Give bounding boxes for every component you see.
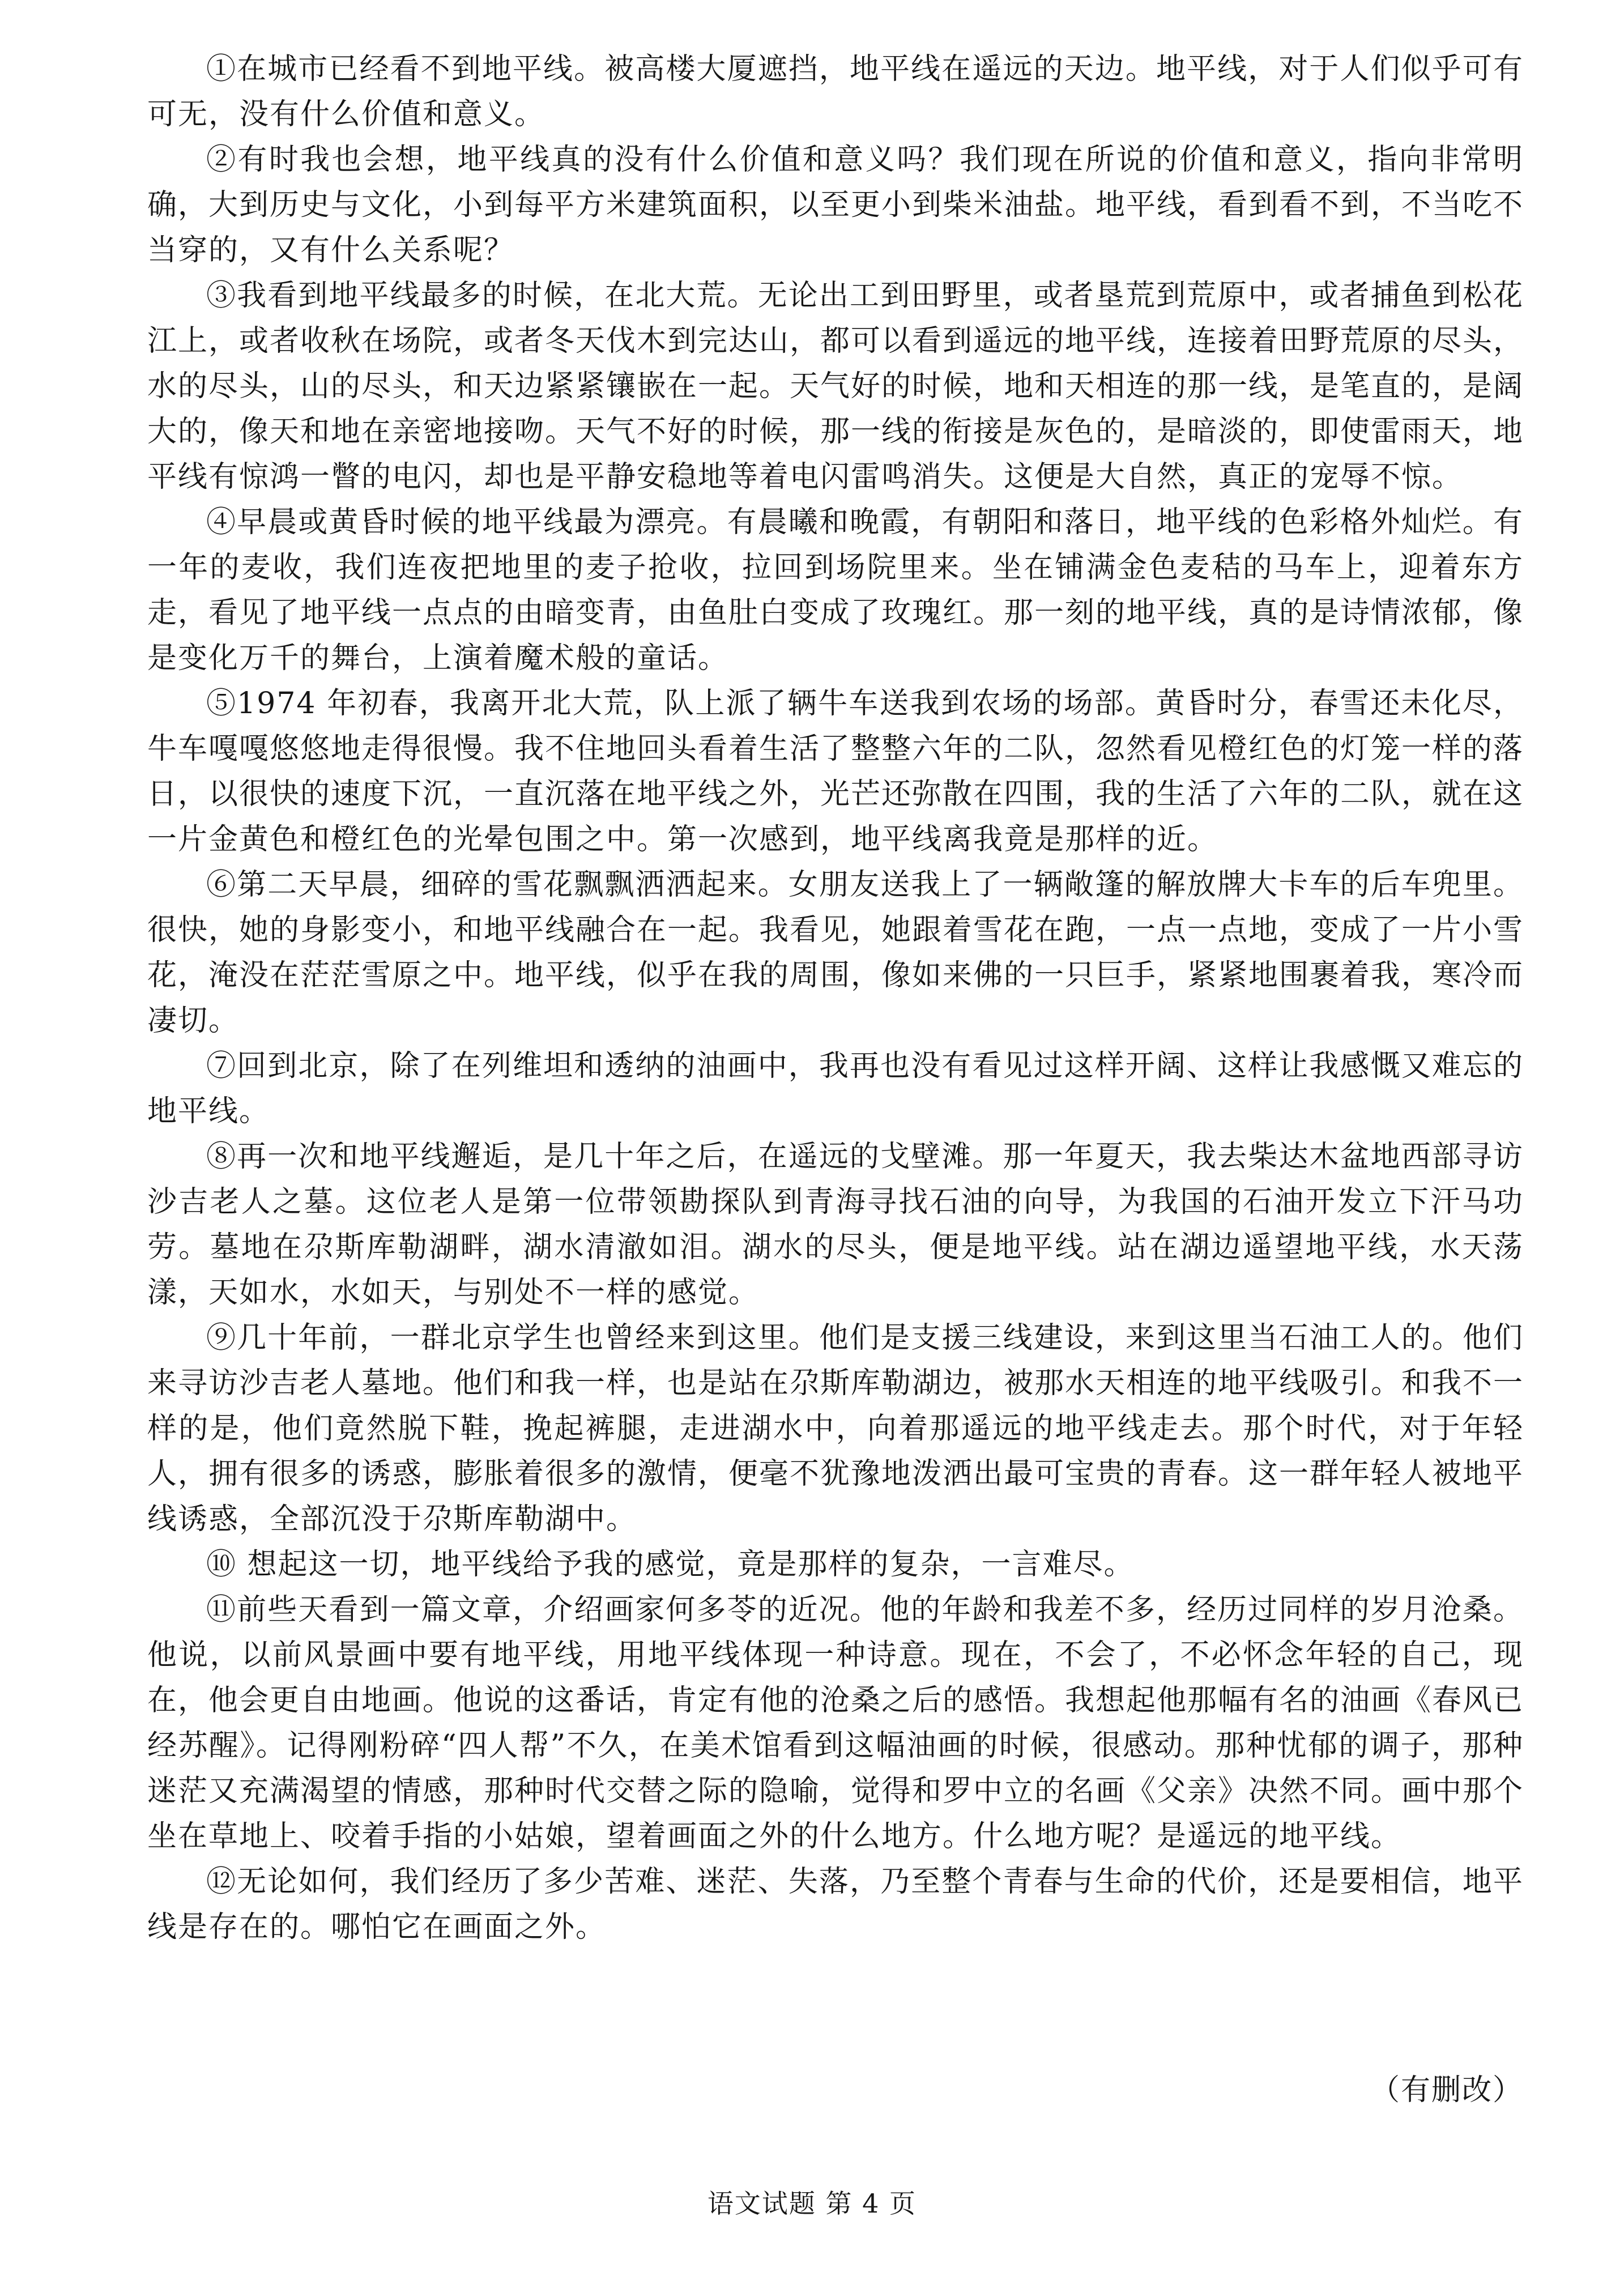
paragraph-4: ④早晨或黄昏时候的地平线最为漂亮。有晨曦和晚霞，有朝阳和落日，地平线的色彩格外灿烂。有一年的麦收，我们连夜把地里的麦子抢收，拉回到场院里来。坐在铺满金色麦秸的马车上，迎着东方走，看见了地平线一点点的由暗变青，由鱼肚白变成了玫瑰红。那一刻的地平线，真的是诗情浓郁，像是变化万千的舞台，上演着魔术般的童话。 <box>147 505 1524 675</box>
paragraph-12: ⑫无论如何，我们经历了多少苦难、迷茫、失落，乃至整个青春与生命的代价，还是要相信，地平线是存在的。哪怕它在画面之外。 <box>147 1865 1524 1944</box>
paragraph-10: ⑩ 想起这一切，地平线给予我的感觉，竟是那样的复杂，一言难尽。 <box>206 1548 1135 1582</box>
paragraph-3: ③我看到地平线最多的时候，在北大荒。无论出工到田野里，或者垦荒到荒原中，或者捕鱼到松花江上，或者收秋在场院，或者冬天伐木到完达山，都可以看到遥远的地平线，连接着田野荒原的尽头，水的尽头，山的尽头，和天边紧紧镶嵌在一起。天气好的时候，地和天相连的那一线，是笔直的，是阔大的，像天和地在亲密地接吻。天气不好的时候，那一线的衔接是灰色的，是暗淡的，即使雷雨天，地平线有惊鸿一瞥的电闪，却也是平静安稳地等着电闪雷鸣消失。这便是大自然，真正的宠辱不惊。 <box>147 279 1524 494</box>
paragraph-2: ②有时我也会想，地平线真的没有什么价值和意义吗？我们现在所说的价值和意义，指向非常明确，大到历史与文化，小到每平方米建筑面积，以至更小到柴米油盐。地平线，看到看不到，不当吃不当穿的，又有什么关系呢？ <box>147 143 1524 267</box>
paragraph-7: ⑦回到北京，除了在列维坦和透纳的油画中，我再也没有看见过这样开阔、这样让我感慨又难忘的地平线。 <box>147 1049 1524 1128</box>
paragraph-1: ①在城市已经看不到地平线。被高楼大厦遮挡，地平线在遥远的天边。地平线，对于人们似乎可有可无，没有什么价值和意义。 <box>147 52 1524 131</box>
paragraph-5: ⑤1974 年初春，我离开北大荒，队上派了辆牛车送我到农场的场部。黄昏时分，春雪还未化尽，牛车嘎嘎悠悠地走得很慢。我不住地回头看着生活了整整六年的二队，忽然看见橙红色的灯笼一样的落日，以很快的速度下沉，一直沉落在地平线之外，光芒还弥散在四围，我的生活了六年的二队，就在这一片金黄色和橙红色的光晕包围之中。第一次感到，地平线离我竟是那样的近。 <box>147 687 1524 856</box>
source-note: （有删改） <box>1370 2073 1523 2107</box>
page-footer: 语文试题 第 4 页 <box>707 2188 917 2219</box>
reading-passage <box>147 46 1524 1950</box>
paragraph-8: ⑧再一次和地平线邂逅，是几十年之后，在遥远的戈壁滩。那一年夏天，我去柴达木盆地西部寻访沙吉老人之墓。这位老人是第一位带领勘探队到青海寻找石油的向导，为我国的石油开发立下汗马功劳。墓地在尕斯库勒湖畔，湖水清澈如泪。湖水的尽头，便是地平线。站在湖边遥望地平线，水天荡漾，天如水，水如天，与别处不一样的感觉。 <box>147 1140 1524 1310</box>
paragraph-9: ⑨几十年前，一群北京学生也曾经来到这里。他们是支援三线建设，来到这里当石油工人的。他们来寻访沙吉老人墓地。他们和我一样，也是站在尕斯库勒湖边，被那水天相连的地平线吸引。和我不一样的是，他们竟然脱下鞋，挽起裤腿，走进湖水中，向着那遥远的地平线走去。那个时代，对于年轻人，拥有很多的诱惑，膨胀着很多的激情，便毫不犹豫地泼洒出最可宝贵的青春。这一群年轻人被地平线诱惑，全部沉没于尕斯库勒湖中。 <box>147 1321 1524 1536</box>
paragraph-11: ⑪前些天看到一篇文章，介绍画家何多苓的近况。他的年龄和我差不多，经历过同样的岁月沧桑。他说，以前风景画中要有地平线，用地平线体现一种诗意。现在，不会了，不必怀念年轻的自己，现在，他会更自由地画。他说的这番话，肯定有他的沧桑之后的感悟。我想起他那幅有名的油画《春风已经苏醒》。记得刚粉碎“四人帮”不久，在美术馆看到这幅油画的时候，很感动。那种忧郁的调子，那种迷茫又充满渴望的情感，那种时代交替之际的隐喻，觉得和罗中立的名画《父亲》决然不同。画中那个坐在草地上、咬着手指的小姑娘，望着画面之外的什么地方。什么地方呢？是遥远的地平线。 <box>147 1593 1524 1853</box>
paragraph-6: ⑥第二天早晨，细碎的雪花飘飘洒洒起来。女朋友送我上了一辆敞篷的解放牌大卡车的后车兜里。很快，她的身影变小，和地平线融合在一起。我看见，她跟着雪花在跑，一点一点地，变成了一片小雪花，淹没在茫茫雪原之中。地平线，似乎在我的周围，像如来佛的一只巨手，紧紧地围裹着我，寒冷而凄切。 <box>147 868 1524 1038</box>
